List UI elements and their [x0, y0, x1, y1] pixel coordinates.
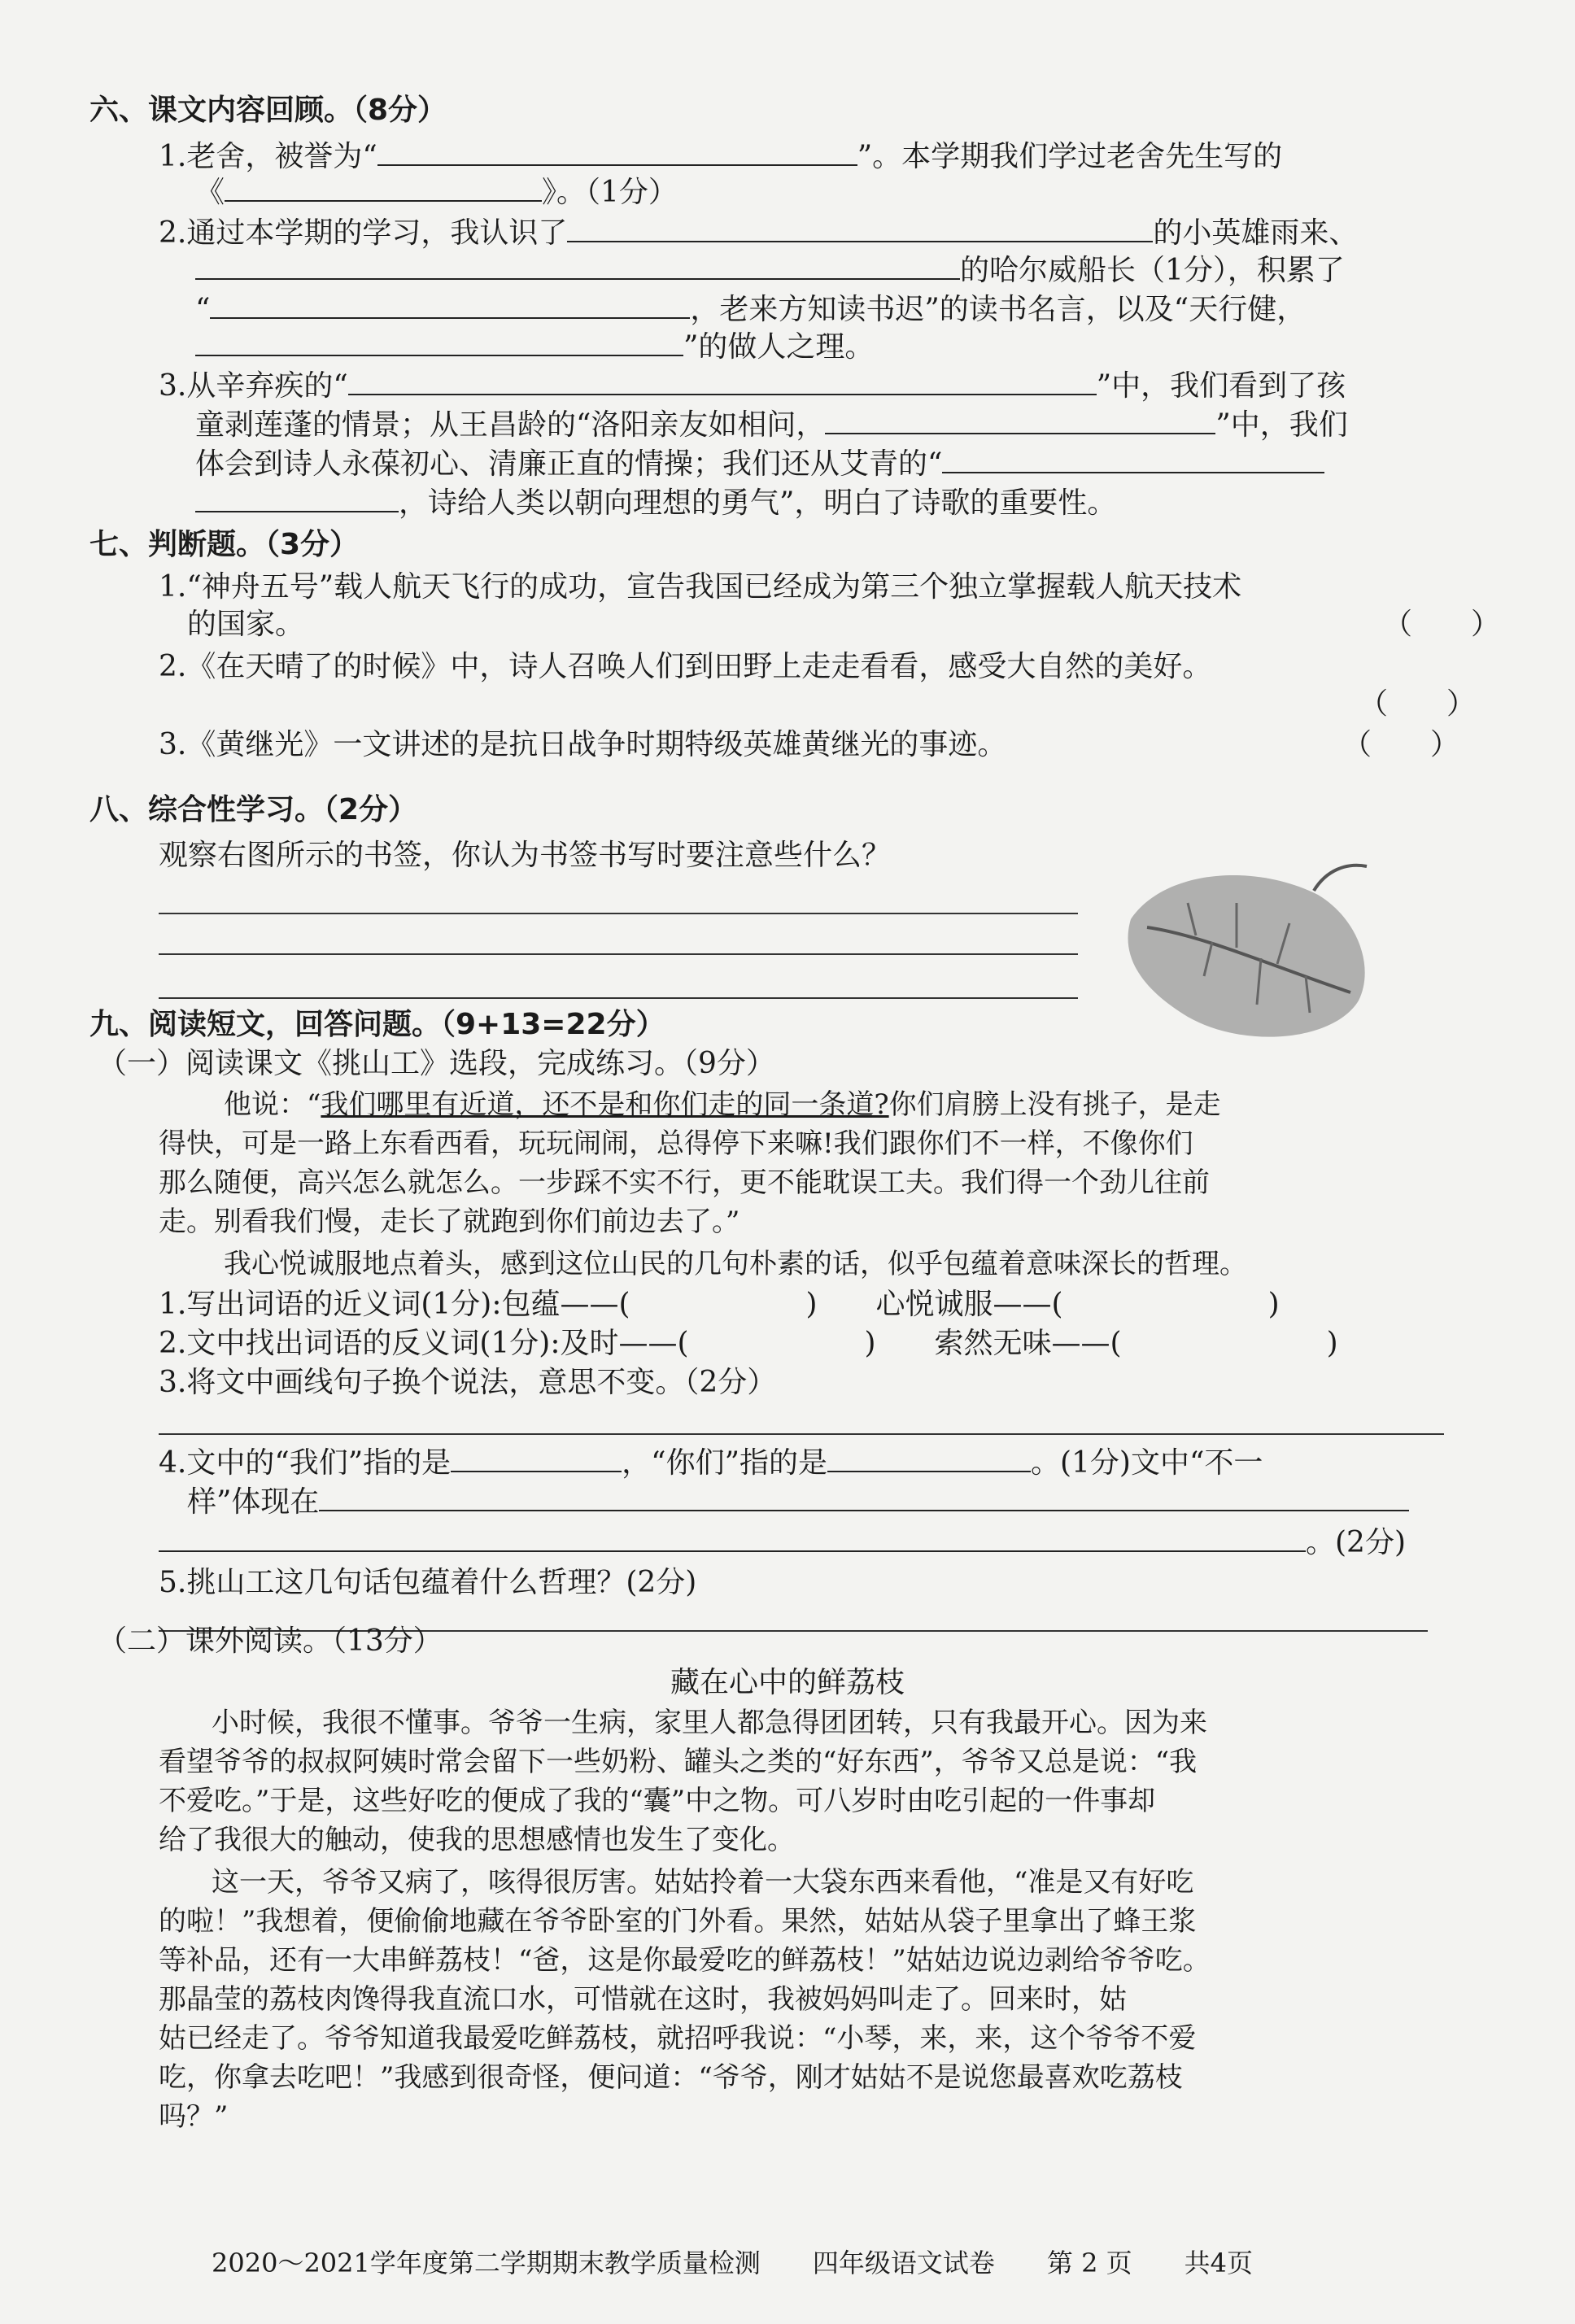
text: 》。（1分） [542, 176, 678, 209]
answer-blank[interactable] [942, 444, 1324, 473]
answer-blank[interactable] [377, 137, 857, 166]
passage-line: 这一天，爷爷又病了，咳得很厉害。姑姑拎着一大袋东西来看他，“准是又有好吃 [212, 1866, 1194, 1899]
s6-q3-line2 [195, 405, 1348, 445]
text: 童剥莲蓬的情景；从王昌龄的“洛阳亲友如相问， [195, 408, 826, 442]
passage-line: 看望爷爷的叔叔阿姨时常会留下一些奶粉、罐头之类的“好东西”，爷爷又总是说：“我 [159, 1746, 1198, 1778]
passage-title: 藏在心中的鲜荔枝 [670, 1666, 905, 1699]
answer-line[interactable] [159, 997, 1078, 999]
text: ”中，我们 [1215, 408, 1348, 442]
text: ，诗给人类以朝向理想的勇气”，明白了诗歌的重要性。 [399, 486, 1117, 520]
passage-line: 走。别看我们慢，走长了就跑到你们前边去了。” [159, 1206, 740, 1238]
page-number: 第 2 页 [1046, 2248, 1132, 2278]
text: 体会到诗人永葆初心、清廉正直的情操；我们还从艾青的“ [195, 447, 943, 481]
underlined-sentence: 我们哪里有近道，还不是和你们走的同一条道? [321, 1088, 889, 1121]
s6-q2-line1 [159, 213, 1358, 253]
s9-q1: 1.写出词语的近义词(1分):包蕴——( ) 心悦诚服——( ) [159, 1288, 1280, 1321]
passage-line: 姑已经走了。爷爷知道我最爱吃鲜荔枝，就招呼我说：“小琴，来，来，这个爷爷不爱 [159, 2022, 1197, 2055]
text: 他说：“ [224, 1088, 321, 1121]
section-9-heading: 九、阅读短文，回答问题。（9+13=22分） [89, 1008, 665, 1041]
section-6-heading: 六、课文内容回顾。（8分） [89, 94, 447, 127]
s6-q3-line4 [195, 483, 1116, 523]
text: 3.从辛弃疾的“ [159, 369, 348, 403]
text: 1.老舍，被誉为“ [159, 140, 377, 173]
section-8-heading: 八、综合性学习。（2分） [89, 793, 418, 826]
text: 你们肩膀上没有挑子，是走 [888, 1088, 1221, 1121]
s9-part1-heading: （一）阅读课文《挑山工》选段，完成练习。（9分） [98, 1047, 775, 1080]
text: 的哈尔威船长（1分），积累了 [960, 254, 1345, 287]
s6-q2-line4 [195, 327, 874, 367]
text: 4.文中的“我们”指的是 [159, 1446, 452, 1480]
answer-blank[interactable] [195, 327, 683, 356]
text: ，“你们”指的是 [622, 1446, 827, 1480]
answer-blank[interactable] [319, 1482, 1409, 1511]
passage-line: 那晶莹的荔枝肉馋得我直流口水，可惜就在这时，我被妈妈叫走了。回来时，姑 [159, 1983, 1127, 2016]
s9-q3: 3.将文中画线句子换个说法，意思不变。（2分） [159, 1366, 777, 1399]
s9-q4-line2 [187, 1482, 1409, 1522]
s9-q4-line1 [159, 1443, 1263, 1483]
passage-line: 小时候，我很不懂事。爷爷一生病，家里人都急得团团转，只有我最开心。因为来 [212, 1707, 1207, 1739]
answer-blank[interactable] [195, 251, 960, 280]
text: “ [195, 293, 211, 326]
text: 。(2分) [1306, 1526, 1406, 1559]
passage-line: 吃，你拿去吃吧！”我感到很奇怪，便问道：“爷爷，刚才姑姑不是说您最喜欢吃荔枝 [159, 2061, 1183, 2094]
passage-line: 等补品，还有一大串鲜荔枝！“爸，这是你最爱吃的鲜荔枝！”姑姑边说边剥给爷爷吃。 [159, 1944, 1211, 1977]
answer-blank[interactable] [159, 1523, 1306, 1552]
s7-q3: 3.《黄继光》一文讲述的是抗日战争时期特级英雄黄继光的事迹。 [159, 728, 1007, 761]
text: 的小英雄雨来、 [1153, 216, 1359, 250]
answer-blank[interactable] [567, 213, 1153, 242]
footer-subject: 四年级语文试卷 [812, 2248, 995, 2278]
answer-line[interactable] [159, 913, 1078, 914]
s6-q3-line1 [159, 366, 1346, 406]
judge-paren[interactable]: （ ） [1359, 687, 1477, 721]
text: 《 [195, 176, 225, 209]
text: ”中，我们看到了孩 [1096, 369, 1346, 403]
s6-q2-line2 [195, 251, 1345, 290]
s9-q4-line3 [159, 1523, 1406, 1563]
answer-line[interactable] [159, 953, 1078, 955]
passage-line: 吗？” [159, 2100, 229, 2133]
passage-line: 不爱吃。”于是，这些好吃的便成了我的“囊”中之物。可八岁时由吃引起的一件事却 [159, 1785, 1156, 1817]
answer-blank[interactable] [210, 290, 690, 319]
s9-part2-heading: （二）课外阅读。（13分） [98, 1624, 443, 1658]
page-footer [212, 2243, 1253, 2280]
s7-q1-line1: 1.“神舟五号”载人航天飞行的成功，宣告我国已经成为第三个独立掌握载人航天技术 [159, 570, 1242, 604]
answer-blank[interactable] [451, 1443, 622, 1472]
s6-q1-line1 [159, 137, 1282, 177]
footer-title: 2020～2021学年度第二学期期末教学质量检测 [212, 2248, 761, 2278]
text: 2.通过本学期的学习，我认识了 [159, 216, 568, 250]
passage-line: 那么随便，高兴怎么就怎么。一步踩不实不行，更不能耽误工夫。我们得一个劲儿往前 [159, 1166, 1210, 1199]
answer-blank[interactable] [348, 366, 1097, 395]
passage-line: 的啦！”我想着，便偷偷地藏在爷爷卧室的门外看。果然，姑姑从袋子里拿出了蜂王浆 [159, 1905, 1197, 1938]
s6-q2-line3 [195, 290, 1306, 329]
judge-paren[interactable]: （ ） [1342, 728, 1460, 761]
s6-q1-line2 [195, 172, 678, 212]
passage-line: 给了我很大的触动，使我的思想感情也发生了变化。 [159, 1824, 795, 1856]
passage-line: 得快，可是一路上东看西看，玩玩闹闹，总得停下来嘛!我们跟你们不一样，不像你们 [159, 1127, 1193, 1160]
answer-line[interactable] [159, 1433, 1444, 1435]
bookmark-leaf-image [1115, 846, 1383, 1049]
answer-blank[interactable] [825, 405, 1215, 434]
passage-line: 我心悦诚服地点着头，感到这位山民的几句朴素的话，似乎包蕴着意味深长的哲理。 [224, 1248, 1247, 1280]
s9-q2: 2.文中找出词语的反义词(1分):及时——( ) 索然无味——( ) [159, 1327, 1338, 1360]
answer-blank[interactable] [225, 172, 542, 202]
s8-prompt: 观察右图所示的书签，你认为书签书写时要注意些什么？ [159, 839, 892, 872]
text: ”。本学期我们学过老舍先生写的 [857, 140, 1283, 173]
text: ”的做人之理。 [683, 330, 875, 364]
text: ，老来方知读书迟”的读书名言，以及“天行健， [690, 293, 1307, 326]
s6-q3-line3 [195, 444, 1324, 484]
answer-blank[interactable] [827, 1443, 1031, 1472]
section-7-heading: 七、判断题。（3分） [89, 528, 360, 561]
passage-line [224, 1085, 1221, 1124]
s9-q5: 5.挑山工这几句话包蕴着什么哲理？(2分) [159, 1566, 697, 1599]
text: 。(1分)文中“不一 [1030, 1446, 1263, 1480]
page-total: 共4页 [1184, 2248, 1253, 2278]
s7-q1-line2: 的国家。 [187, 608, 305, 641]
text: 样”体现在 [187, 1485, 320, 1519]
answer-blank[interactable] [195, 483, 399, 512]
judge-paren[interactable]: （ ） [1383, 608, 1501, 641]
s7-q2: 2.《在天晴了的时候》中，诗人召唤人们到田野上走走看看，感受大自然的美好。 [159, 650, 1212, 683]
